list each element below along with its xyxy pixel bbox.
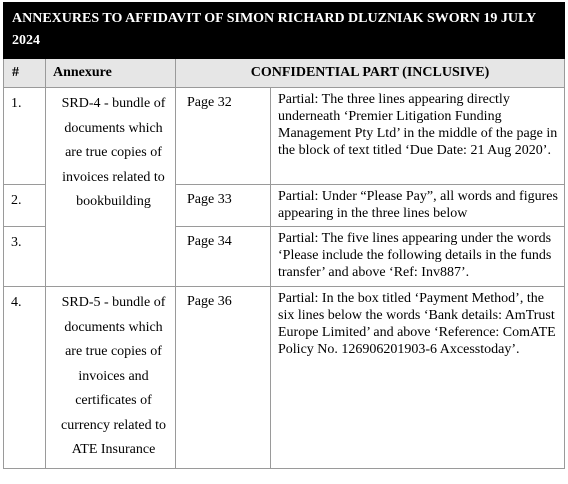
table-title: ANNEXURES TO AFFIDAVIT OF SIMON RICHARD DLUZNIAK SWORN 19 JULY 2024: [4, 3, 565, 59]
redaction-description: Partial: In the box titled ‘Payment Method’, the six lines below the words ‘Bank details: AmTrust Europe Limited’ and above ‘Reference: ComATE Policy No. 126906201903-6 Axcesstoday’.: [271, 287, 565, 469]
page-reference: Page 33: [176, 185, 271, 227]
annexure-srd-5: SRD-5 - bundle of documents which are true copies of invoices and certificates of currency related to ATE Insurance: [46, 287, 176, 469]
annexures-table-container: [3, 2, 564, 469]
page-reference: Page 32: [176, 88, 271, 185]
redaction-description: Partial: Under “Please Pay”, all words and figures appearing in the three lines below: [271, 185, 565, 227]
row-number: 1.: [4, 88, 46, 185]
header-row: [4, 59, 565, 88]
page-reference: Page 36: [176, 287, 271, 469]
table-row: [4, 88, 565, 185]
redaction-description: Partial: The five lines appearing under the words ‘Please include the following details in the funds transfer’ and above ‘Ref: Inv887’.: [271, 227, 565, 287]
row-number: 4.: [4, 287, 46, 469]
annexure-srd-4: SRD-4 - bundle of documents which are true copies of invoices related to bookbuilding: [46, 88, 176, 287]
header-number: #: [4, 59, 46, 88]
annexures-table: [3, 2, 565, 469]
header-confidential-part: CONFIDENTIAL PART (INCLUSIVE): [176, 59, 565, 88]
header-annexure: Annexure: [46, 59, 176, 88]
page-reference: Page 34: [176, 227, 271, 287]
row-number: 3.: [4, 227, 46, 287]
table-row: [4, 287, 565, 469]
row-number: 2.: [4, 185, 46, 227]
redaction-description: Partial: The three lines appearing directly underneath ‘Premier Litigation Funding Management Pty Ltd’ in the middle of the page in the block of text titled ‘Due Date: 21 Aug 2020’.: [271, 88, 565, 185]
title-row: [4, 3, 565, 59]
